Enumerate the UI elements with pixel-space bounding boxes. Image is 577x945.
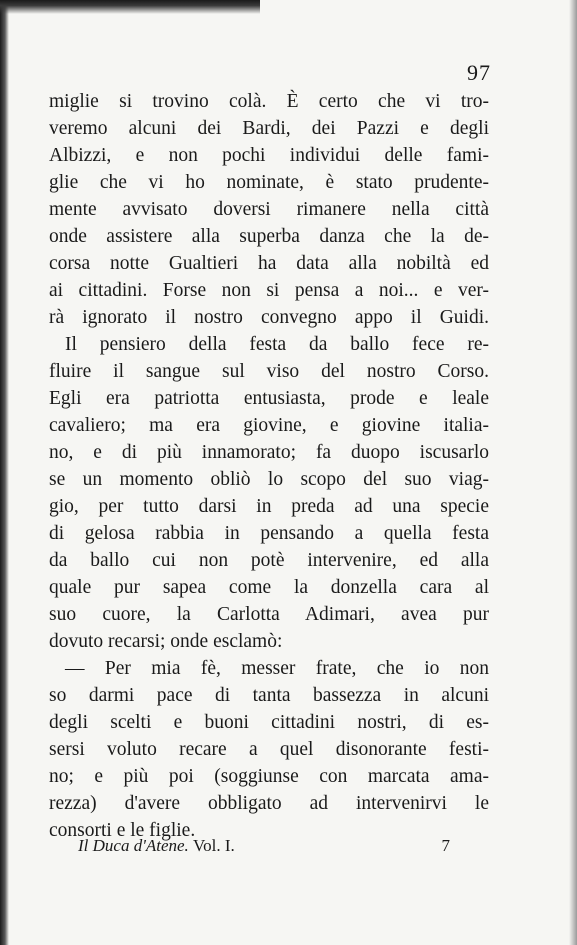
page-edge-shadow-left bbox=[0, 0, 9, 945]
signature-mark: 7 bbox=[441, 836, 450, 855]
page-edge-shadow-top bbox=[0, 0, 260, 14]
text-line: sersi voluto recare a quel disonorante festi- bbox=[49, 739, 489, 760]
text-line: mente avvisato doversi rimanere nella città bbox=[49, 199, 489, 220]
text-line: onde assistere alla superba danza che la de- bbox=[49, 226, 489, 247]
text-line: no, e di più innamorato; fa duopo iscusarlo bbox=[49, 442, 489, 463]
text-line: degli scelti e buoni cittadini nostri, di es- bbox=[49, 712, 489, 733]
text-line: da ballo cui non potè intervenire, ed alla bbox=[49, 550, 489, 571]
text-line: Egli era patriotta entusiasta, prode e leale bbox=[49, 388, 489, 409]
paragraph-last-line: dovuto recarsi; onde esclamò: bbox=[49, 631, 283, 652]
paragraph-last-line: consorti e le figlie. bbox=[49, 820, 196, 841]
paragraph-first-line: Il pensiero della festa da ballo fece re- bbox=[65, 334, 489, 355]
text-line: se un momento obliò lo scopo del suo viag- bbox=[49, 469, 489, 490]
text-line: ai cittadini. Forse non si pensa a noi... e ver- bbox=[49, 280, 489, 301]
text-line: rezza) d'avere obbligato ad intervenirvi le bbox=[49, 793, 489, 814]
paragraph-first-line: — Per mia fè, messer frate, che io non bbox=[65, 658, 489, 679]
text-line: veremo alcuni dei Bardi, dei Pazzi e degli bbox=[49, 118, 489, 139]
text-line: di gelosa rabbia in pensando a quella festa bbox=[49, 523, 489, 544]
text-line: rà ignorato il nostro convegno appo il Guidi. bbox=[49, 307, 489, 328]
text-line: fluire il sangue sul viso del nostro Corso. bbox=[49, 361, 489, 382]
running-footer-title bbox=[78, 836, 235, 856]
text-line: glie che vi ho nominate, è stato prudente- bbox=[49, 172, 489, 193]
text-line: corsa notte Gualtieri ha data alla nobiltà ed bbox=[49, 253, 489, 274]
text-line: so darmi pace di tanta bassezza in alcuni bbox=[49, 685, 489, 706]
text-line: no; e più poi (soggiunse con marcata ama- bbox=[49, 766, 489, 787]
text-line: gio, per tutto darsi in preda ad una specie bbox=[49, 496, 489, 517]
volume-label: Vol. I. bbox=[193, 836, 235, 855]
text-line: quale pur sapea come la donzella cara al bbox=[49, 577, 489, 598]
text-line: suo cuore, la Carlotta Adimari, avea pur bbox=[49, 604, 489, 625]
text-line: miglie si trovino colà. È certo che vi tro- bbox=[49, 91, 489, 112]
body-text bbox=[49, 88, 489, 844]
book-title: Il Duca d'Atene. bbox=[78, 836, 189, 855]
page-edge-shadow-right bbox=[569, 0, 577, 945]
text-line: cavaliero; ma era giovine, e giovine italia- bbox=[49, 415, 489, 436]
text-line: Albizzi, e non pochi individui delle fami- bbox=[49, 145, 489, 166]
page-footer bbox=[78, 836, 450, 862]
page-number: 97 bbox=[467, 60, 491, 85]
